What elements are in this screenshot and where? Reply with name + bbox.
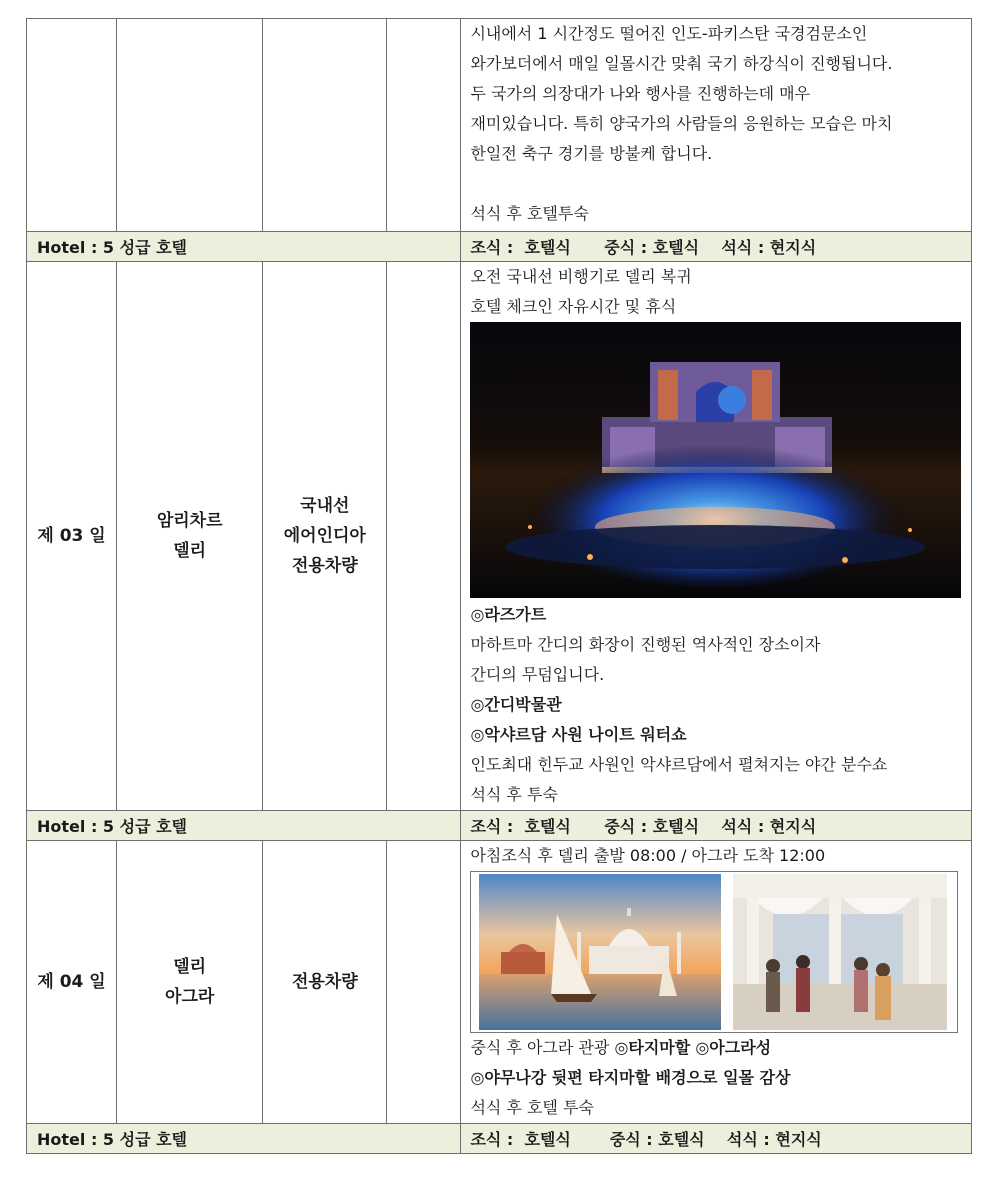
transport-cell <box>263 19 387 232</box>
light-show-photo <box>470 322 961 598</box>
time-cell <box>387 262 461 811</box>
place-cell <box>117 262 263 811</box>
place-cell <box>117 19 263 232</box>
agra-photo-pair <box>470 871 958 1033</box>
time-cell <box>387 841 461 1124</box>
schedule-line: 오전 국내선 비행기로 델리 복귀 <box>470 267 692 286</box>
hotel-label: Hotel : 5 성급 호텔 <box>27 811 461 841</box>
hotel-label: Hotel : 5 성급 호텔 <box>27 232 461 262</box>
sight-agra-fort: ◎아그라성 <box>695 1038 772 1057</box>
itinerary-table <box>26 18 972 1154</box>
meal-label: 조식 : 호텔식 중식 : 호텔식 석식 : 현지식 <box>461 811 972 841</box>
place-cell <box>117 841 263 1124</box>
day4-row <box>27 841 972 1124</box>
sight-gandhi-museum: ◎간디박물관 <box>470 695 562 714</box>
schedule-line: 두 국가의 의장대가 나와 행사를 진행하는데 매우 <box>470 84 811 103</box>
sight-akshardham-watershow: ◎악샤르담 사원 나이트 워터쇼 <box>470 725 687 744</box>
hotel-row <box>27 232 972 262</box>
schedule-cell <box>461 19 972 232</box>
schedule-cell <box>461 262 972 811</box>
place-name: 델리 <box>173 541 207 561</box>
hotel-row <box>27 811 972 841</box>
schedule-line: 인도최대 힌두교 사원인 악샤르담에서 펼쳐지는 야간 분수쇼 <box>470 755 888 774</box>
meal-label: 조식 : 호텔식 중식 : 호텔식 석식 : 현지식 <box>461 232 972 262</box>
meal-label: 조식 : 호텔식 중식 : 호텔식 석식 : 현지식 <box>461 1124 972 1154</box>
transport-name: 전용차량 <box>291 972 358 992</box>
taj-mahal-image <box>479 874 721 1030</box>
place-name: 아그라 <box>165 987 215 1007</box>
hotel-row <box>27 1124 972 1154</box>
transport-name: 에어인디아 <box>283 526 366 546</box>
agra-sightseeing-line <box>470 1033 962 1063</box>
schedule-line: 한일전 축구 경기를 방불케 합니다. <box>470 144 713 163</box>
time-cell <box>387 19 461 232</box>
day2-continuation-row <box>27 19 972 232</box>
sight-taj-mahal: ◎타지마할 <box>614 1038 691 1057</box>
sight-rajghat: ◎라즈가트 <box>470 605 547 624</box>
schedule-line: 석식 후 호텔투숙 <box>470 204 589 223</box>
schedule-line: 와가보더에서 매일 일몰시간 맞춰 국기 하강식이 진행됩니다. <box>470 54 893 73</box>
schedule-line: 석식 후 호텔 투숙 <box>470 1098 594 1117</box>
agra-fort-image <box>733 874 947 1030</box>
transport-name: 국내선 <box>300 496 350 516</box>
place-name: 암리차르 <box>156 511 223 531</box>
day3-row <box>27 262 972 811</box>
taj-mahal-photo <box>479 874 721 1030</box>
transport-cell <box>263 841 387 1124</box>
hotel-label: Hotel : 5 성급 호텔 <box>27 1124 461 1154</box>
place-name: 델리 <box>173 957 207 977</box>
schedule-line: 마하트마 간디의 화장이 진행된 역사적인 장소이자 <box>470 635 821 654</box>
itinerary-sheet <box>26 18 972 1154</box>
schedule-line: 호텔 체크인 자유시간 및 휴식 <box>470 297 677 316</box>
light-show-image <box>470 322 961 598</box>
day-cell <box>27 19 117 232</box>
schedule-line: 시내에서 1 시간정도 떨어진 인도-파키스탄 국경검문소인 <box>470 24 868 43</box>
day-number: 제 03 일 <box>27 262 117 811</box>
schedule-line: 아침조식 후 델리 출발 08:00 / 아그라 도착 12:00 <box>470 846 826 865</box>
sight-yamuna-sunset: ◎야무나강 뒷편 타지마할 배경으로 일몰 감상 <box>470 1068 791 1087</box>
blank-line <box>470 169 962 199</box>
transport-cell <box>263 262 387 811</box>
schedule-text: 중식 후 아그라 관광 <box>470 1038 615 1057</box>
day-number: 제 04 일 <box>27 841 117 1124</box>
schedule-line: 간디의 무덤입니다. <box>470 665 605 684</box>
transport-name: 전용차량 <box>291 556 358 576</box>
schedule-cell <box>461 841 972 1124</box>
schedule-line: 재미있습니다. 특히 양국가의 사람들의 응원하는 모습은 마치 <box>470 114 893 133</box>
agra-fort-photo <box>733 874 947 1030</box>
schedule-line: 석식 후 투숙 <box>470 785 558 804</box>
